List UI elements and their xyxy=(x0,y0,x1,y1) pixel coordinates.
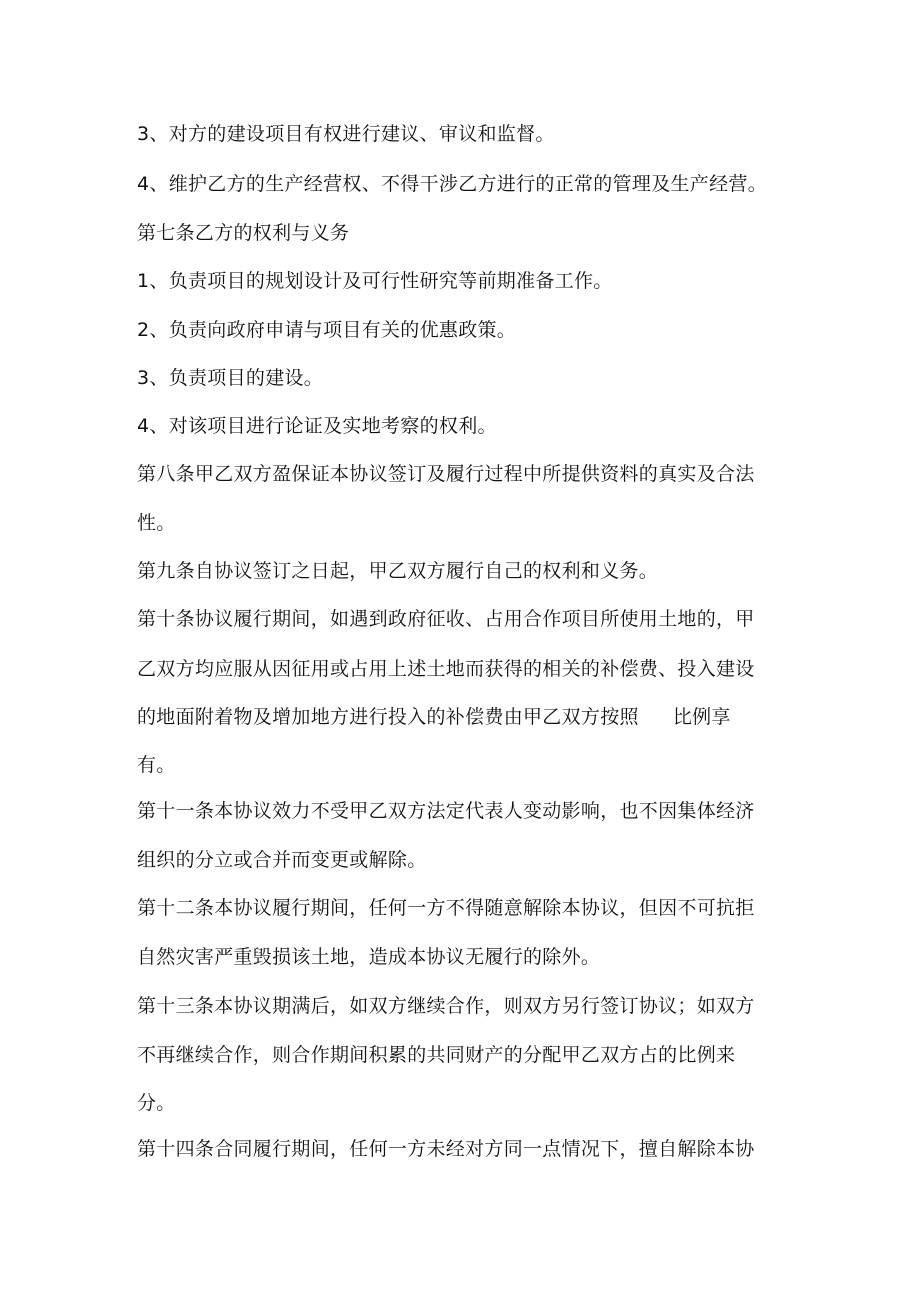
text-line: 第十三条本协议期满后，如双方继续合作，则双方另行签订协议；如双方 xyxy=(137,995,755,1017)
text-segment: 比例享 xyxy=(672,706,731,728)
text-segment: 的地面附着物及增加地方进行投入的补偿费由甲乙双方按照 xyxy=(137,706,639,728)
text-line: 有。 xyxy=(137,754,176,776)
text-line: 性。 xyxy=(137,512,176,534)
text-line: 3、对方的建设项目有权进行建议、审议和监督。 xyxy=(137,123,555,145)
text-line: 第九条自协议签订之日起，甲乙双方履行自己的权利和义务。 xyxy=(137,560,659,582)
text-line: 4、维护乙方的生产经营权、不得干涉乙方进行的正常的管理及生产经营。 xyxy=(137,173,767,195)
section-heading: 第七条乙方的权利与义务 xyxy=(137,222,350,244)
text-line: 第十二条本协议履行期间，任何一方不得随意解除本协议，但因不可抗拒 xyxy=(137,897,755,919)
text-line xyxy=(137,705,731,729)
text-line: 3、负责项目的建设。 xyxy=(137,367,324,389)
text-line: 第十条协议履行期间，如遇到政府征收、占用合作项目所使用土地的，甲 xyxy=(137,608,755,630)
text-line: 1、负责项目的规划设计及可行性研究等前期准备工作。 xyxy=(137,270,613,292)
text-line: 第十四条合同履行期间，任何一方未经对方同一点情况下，擅自解除本协 xyxy=(137,1138,755,1160)
text-line: 4、对该项目进行论证及实地考察的权利。 xyxy=(137,415,497,437)
text-line: 第八条甲乙双方盈保证本协议签订及履行过程中所提供资料的真实及合法 xyxy=(137,463,755,485)
text-line: 不再继续合作，则合作期间积累的共同财产的分配甲乙双方占的比例来 xyxy=(137,1044,736,1066)
text-line: 分。 xyxy=(137,1092,176,1114)
text-line: 组织的分立或合并而变更或解除。 xyxy=(137,849,427,871)
text-line: 乙双方均应服从因征用或占用上述土地而获得的相关的补偿费、投入建设 xyxy=(137,658,755,680)
text-line: 2、负责向政府申请与项目有关的优惠政策。 xyxy=(137,319,517,341)
text-line: 自然灾害严重毁损该土地，造成本协议无履行的除外。 xyxy=(137,946,601,968)
text-line: 第十一条本协议效力不受甲乙双方法定代表人变动影响，也不因集体经济 xyxy=(137,800,755,822)
